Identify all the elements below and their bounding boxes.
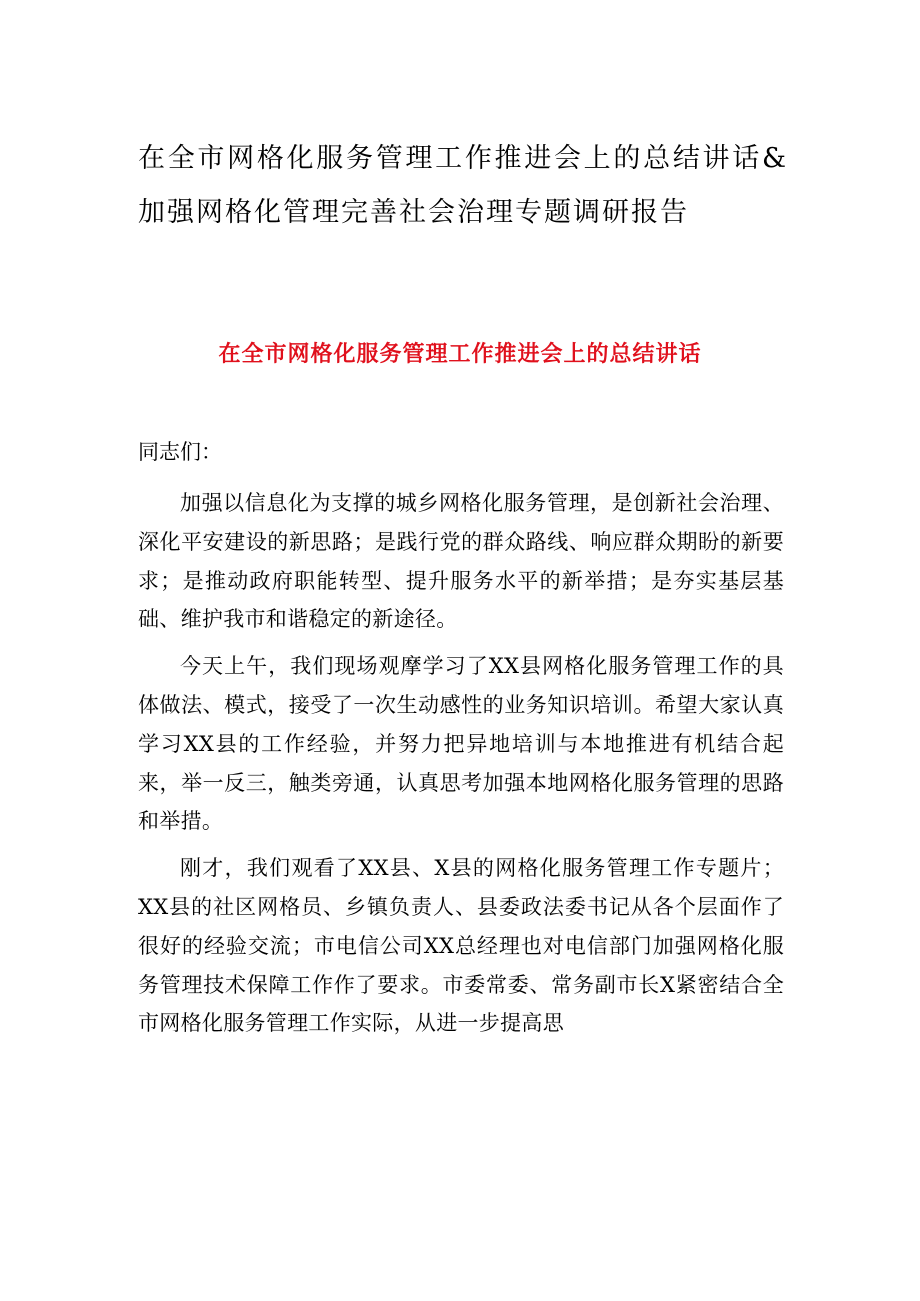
greeting: 同志们： xyxy=(138,440,222,464)
paragraph-1: 加强以信息化为支撑的城乡网格化服务管理，是创新社会治理、深化平安建设的新思路；是践行党的群众路线、响应群众期盼的新要求；是推动政府职能转型、提升服务水平的新举措；是夯实基层基础、维护我市和谐稳定的新途径。 xyxy=(138,491,784,632)
speech-title: 在全市网格化服务管理工作推进会上的总结讲话 xyxy=(218,341,702,367)
document-body xyxy=(138,432,784,1051)
paragraph-2: 今天上午，我们现场观摩学习了XX县网格化服务管理工作的具体做法、模式，接受了一次生动感性的业务知识培训。希望大家认真学习XX县的工作经验，并努力把异地培训与本地推进有机结合起来，举一反三，触类旁通，认真思考加强本地网格化服务管理的思路和举措。 xyxy=(138,654,784,834)
document-title: 在全市网格化服务管理工作推进会上的总结讲话&加强网格化管理完善社会治理专题调研报告 xyxy=(138,143,788,228)
paragraph-3: 刚才，我们观看了XX县、X县的网格化服务管理工作专题片；XX县的社区网格员、乡镇负责人、县委政法委书记从各个层面作了很好的经验交流；市电信公司XX总经理也对电信部门加强网格化服务管理技术保障工作作了要求。市委常委、常务副市长X紧密结合全市网格化服务管理工作实际，从进一步提高思 xyxy=(138,856,784,1036)
